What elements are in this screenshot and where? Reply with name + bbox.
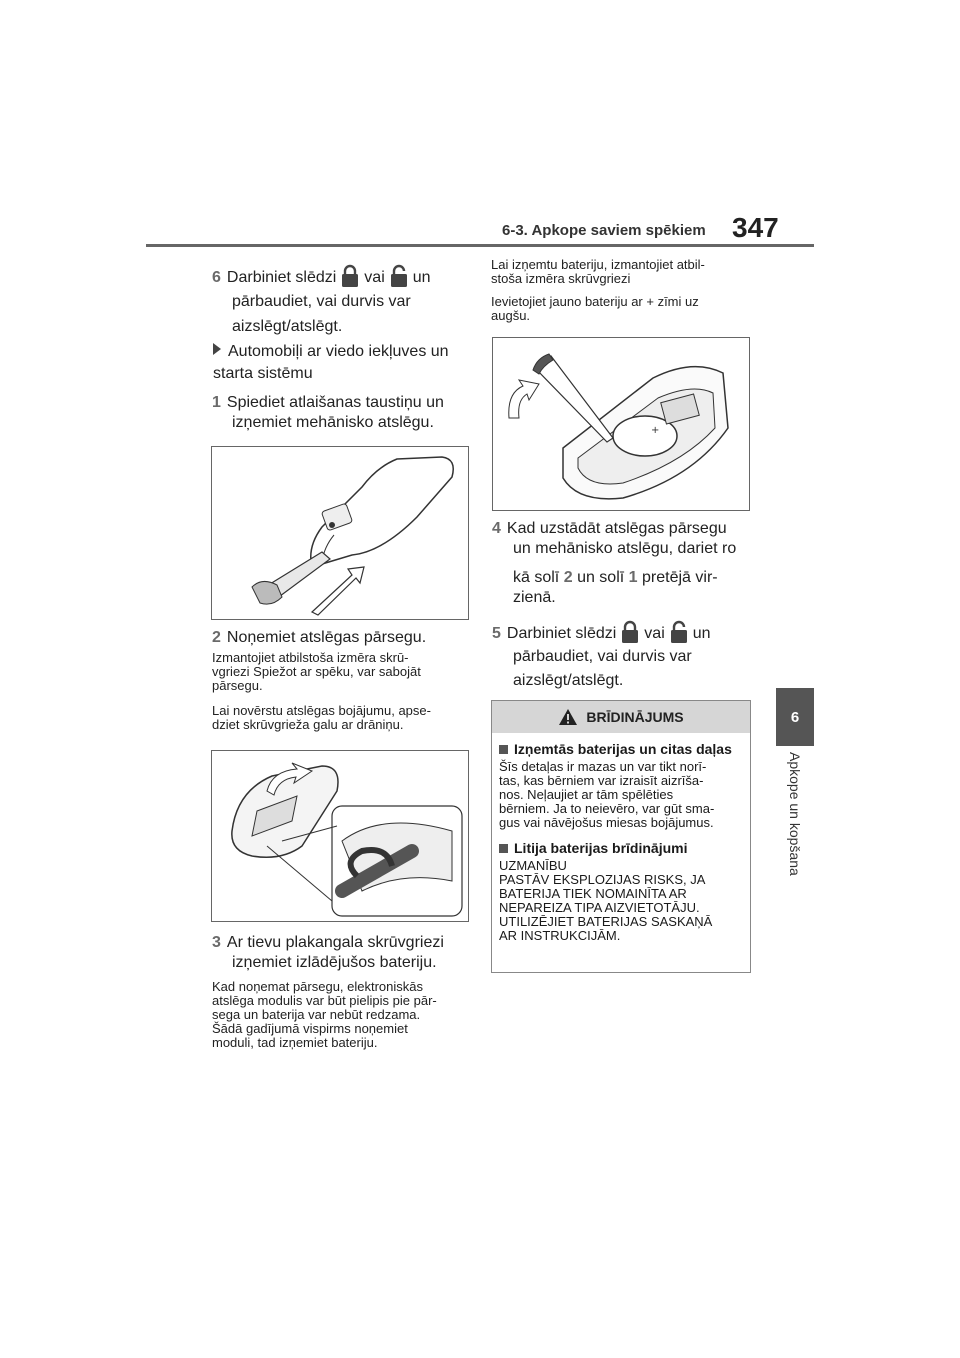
step-text: Ar tievu plakangala skrūvgriezi: [226, 934, 444, 951]
step-number: 1: [212, 394, 221, 411]
warning-line: UZMANĪBU: [499, 858, 567, 873]
step-number: 5: [492, 625, 501, 642]
note-2a: [212, 651, 421, 693]
warning-item-text: [499, 760, 743, 830]
step-text: Kad uzstādāt atslēgas pārsegu: [506, 520, 727, 537]
note-line: augšu.: [491, 308, 531, 323]
note-line: pārsegu.: [212, 678, 263, 693]
step-number: 6: [212, 269, 221, 286]
warning-line: bērniem. Ja to neievēro, var gūt sma-: [499, 801, 715, 816]
lock-icon: [340, 264, 360, 293]
warning-triangle-icon: [558, 708, 578, 726]
page-number: 347: [732, 212, 779, 243]
warning-line: PASTĀV EKSPLOZIJAS RISKS, JA: [499, 872, 706, 887]
step-ref: 1: [628, 569, 638, 586]
note-line: dziet skrūvgrieža galu ar drāniņu.: [212, 717, 404, 732]
step-6-line2: pārbaudiet, vai durvis var: [232, 293, 411, 310]
lock-icon: [620, 620, 640, 649]
step-text: Noņemiet atslēgas pārsegu.: [226, 629, 427, 646]
step-5-line3: aizslēgt/atslēgt.: [513, 672, 624, 689]
warning-item-title: [499, 741, 743, 757]
figure-cover-removal: [211, 750, 469, 922]
note-r2: [491, 295, 699, 323]
step-4-line2: un mehānisko atslēgu, dariet ro: [513, 540, 737, 557]
warning-line: AR INSTRUKCIJĀM.: [499, 928, 621, 943]
chapter-tab: [776, 688, 814, 746]
subheading-line1: Automobiļi ar viedo iekļuves un: [228, 343, 449, 360]
warning-item-text: [499, 859, 743, 943]
note-line: stoša izmēra skrūvgriezi: [491, 271, 631, 286]
square-bullet-icon: [499, 844, 508, 853]
warning-line: UTILIZĒJIET BATERIJAS SASKAŅĀ: [499, 914, 713, 929]
step-number: 3: [212, 934, 221, 951]
step-text: un: [412, 269, 431, 286]
note-line: Lai izņemtu bateriju, izmantojiet atbil-: [491, 257, 705, 272]
step-4: [492, 516, 727, 541]
warning-line: Šīs detaļas ir mazas un var tikt norī-: [499, 759, 707, 774]
note-line: atslēga modulis var būt pielipis pie pār-: [212, 993, 437, 1008]
note-3: [212, 980, 437, 1050]
step-1-line2: izņemiet mehānisko atslēgu.: [232, 414, 434, 431]
step-3: [212, 930, 444, 955]
note-line: sega un baterija var nebūt redzama.: [212, 1007, 421, 1022]
step-text: un solī: [577, 569, 625, 586]
warning-title: BRĪDINĀJUMS: [586, 709, 684, 725]
square-bullet-icon: [499, 745, 508, 754]
step-1: [212, 390, 444, 415]
chapter-number: 6: [790, 708, 800, 726]
step-ref: 2: [563, 569, 573, 586]
warning-line: BATERIJA TIEK NOMAINĪTA AR: [499, 886, 687, 901]
warning-item-title-text: Izņemtās baterijas un citas daļas: [514, 741, 732, 757]
step-text: vai: [364, 269, 385, 286]
warning-line: nos. Neļaujiet ar tām spēlēties: [499, 787, 674, 802]
note-r1: [491, 258, 705, 286]
step-text: Darbiniet slēdzi: [506, 625, 617, 642]
step-6-line3: aizslēgt/atslēgt.: [232, 318, 343, 335]
step-text: un: [692, 625, 711, 642]
warning-line: NEPAREIZA TIPA AIZVIETOTĀJU.: [499, 900, 700, 915]
unlock-icon: [389, 264, 409, 293]
unlock-icon: [669, 620, 689, 649]
note-2b: [212, 704, 431, 732]
warning-item-title: [499, 840, 743, 856]
note-line: vgriezi Spiežot ar spēku, var sabojāt: [212, 664, 421, 679]
step-number: 2: [212, 629, 221, 646]
chapter-label: [779, 752, 811, 890]
warning-line: tas, kas bērniem var izraisīt aizrīša-: [499, 773, 704, 788]
step-text: Spiediet atlaišanas taustiņu un: [226, 394, 444, 411]
step-4-line3: [513, 565, 718, 590]
warning-box: [491, 700, 751, 973]
note-line: Lai novērstu atslēgas bojājumu, apse-: [212, 703, 431, 718]
step-4-line4: zienā.: [513, 589, 556, 606]
figure-key-removal: [211, 446, 469, 620]
step-6: [212, 264, 431, 293]
header-rule: [146, 244, 814, 247]
step-number: 4: [492, 520, 501, 537]
step-2: [212, 625, 426, 650]
step-text: pretējā vir-: [642, 569, 718, 586]
note-line: Šādā gadījumā vispirms noņemiet: [212, 1021, 408, 1036]
note-line: Kad noņemat pārsegu, elektroniskās: [212, 979, 424, 994]
note-line: Izmantojiet atbilstoša izmēra skrū-: [212, 650, 409, 665]
chapter-label-text: Apkope un kopšana: [787, 752, 803, 876]
step-text: Darbiniet slēdzi: [226, 269, 337, 286]
warning-header: [492, 701, 750, 733]
step-5-line2: pārbaudiet, vai durvis var: [513, 648, 692, 665]
subheading-line2: starta sistēmu: [213, 365, 313, 382]
step-text: kā solī: [513, 569, 560, 586]
warning-body: [492, 733, 750, 947]
section-title: 6-3. Apkope saviem spēkiem: [502, 222, 706, 239]
step-5: [492, 620, 711, 649]
figure-battery-removal: [492, 337, 750, 511]
svg-text:+: +: [651, 425, 660, 436]
step-3-line2: izņemiet izlādējušos bateriju.: [232, 954, 437, 971]
warning-item-title-text: Litija baterijas brīdinājumi: [514, 840, 688, 856]
subheading: [213, 343, 449, 361]
note-line: moduli, tad izņemiet bateriju.: [212, 1035, 378, 1050]
warning-line: gus vai nāvējošus miesas bojājumus.: [499, 815, 714, 830]
note-line: Ievietojiet jauno bateriju ar + zīmi uz: [491, 294, 699, 309]
step-text: vai: [644, 625, 665, 642]
triangle-bullet-icon: [213, 343, 221, 355]
